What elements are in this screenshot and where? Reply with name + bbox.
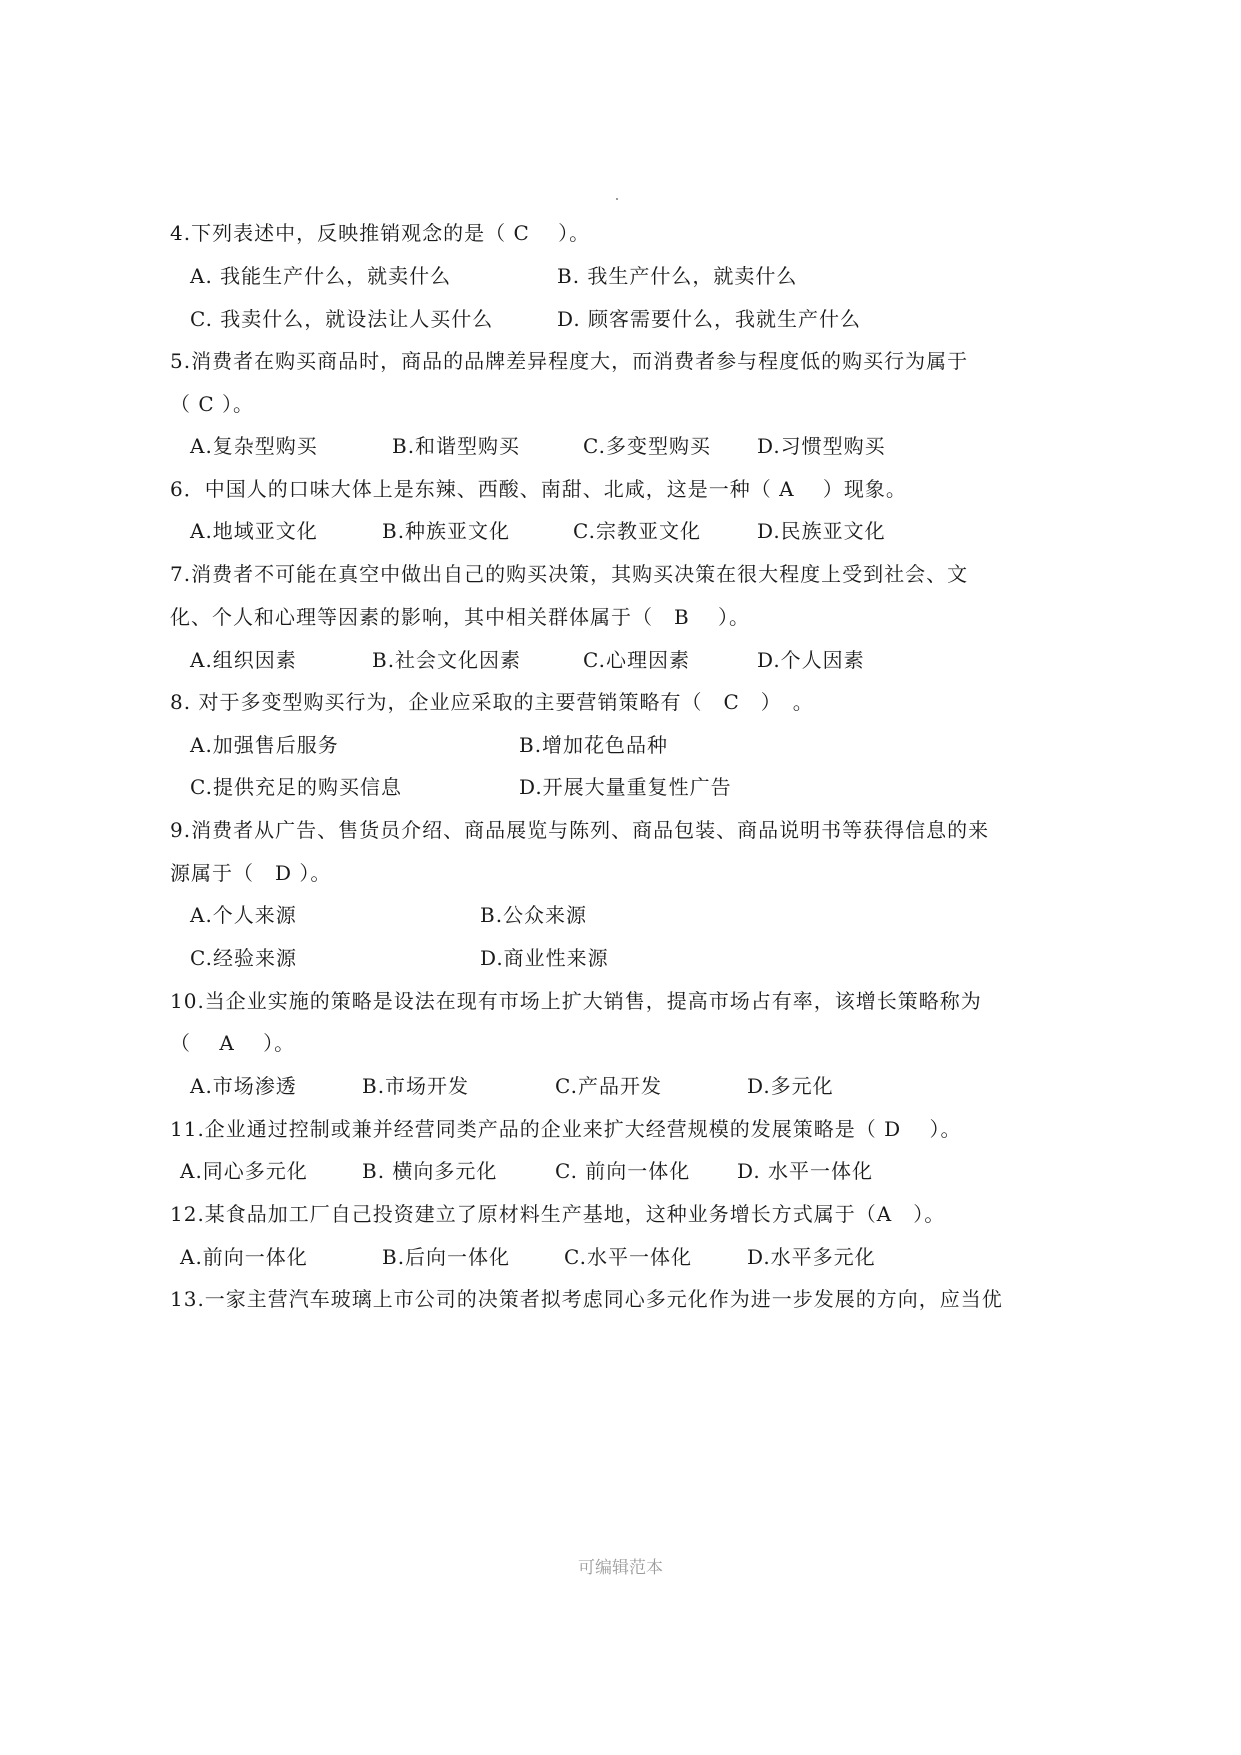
question-9-stem-cont: 源属于（ D ）。 [170,861,332,885]
header-dot [616,198,618,200]
question-7-stem: 7.消费者不可能在真空中做出自己的购买决策，其购买决策在很大程度上受到社会、文 [170,562,969,586]
question-10-option-a: A.市场渗透 [190,1074,297,1098]
question-5-option-b: B.和谐型购买 [392,434,521,458]
page-footer: 可编辑范本 [578,1558,663,1578]
question-6-stem: 6．中国人的口味大体上是东辣、西酸、南甜、北咸，这是一种（ A ）现象。 [170,477,907,501]
question-9-option-d: D.商业性来源 [480,946,609,970]
question-6-option-b: B.种族亚文化 [382,519,511,543]
question-5-stem-cont: （ C ）。 [170,392,255,416]
question-4-option-b: B. 我生产什么，就卖什么 [557,264,798,288]
question-9-option-b: B.公众来源 [480,903,588,927]
question-12-option-c: C.水平一体化 [564,1245,692,1269]
question-11-option-b: B. 横向多元化 [362,1159,498,1183]
question-8-option-b: B.增加花色品种 [519,733,669,757]
question-10-stem: 10.当企业实施的策略是设法在现有市场上扩大销售，提高市场占有率，该增长策略称为 [170,989,982,1013]
question-12-option-d: D.水平多元化 [747,1245,876,1269]
question-10-stem-cont: （ A ）。 [170,1031,296,1055]
question-6-option-c: C.宗教亚文化 [573,519,701,543]
question-7-option-b: B.社会文化因素 [372,648,522,672]
question-7-stem-cont: 化、个人和心理等因素的影响，其中相关群体属于（ B ）。 [170,605,751,629]
question-10-option-c: C.产品开发 [555,1074,662,1098]
question-8-option-a: A.加强售后服务 [190,733,339,757]
question-8-option-d: D.开展大量重复性广告 [519,775,732,799]
question-10-option-d: D.多元化 [747,1074,834,1098]
question-9-option-a: A.个人来源 [190,903,297,927]
question-9-stem: 9.消费者从广告、售货员介绍、商品展览与陈列、商品包装、商品说明书等获得信息的来 [170,818,990,842]
question-13-stem: 13.一家主营汽车玻璃上市公司的决策者拟考虑同心多元化作为进一步发展的方向，应当优 [170,1287,1003,1311]
question-5-option-a: A.复杂型购买 [190,434,318,458]
question-7-option-a: A.组织因素 [190,648,297,672]
question-9-option-c: C.经验来源 [190,946,297,970]
question-11-option-d: D. 水平一体化 [737,1159,874,1183]
question-4-option-c: C. 我卖什么，就设法让人买什么 [190,307,494,331]
question-11-option-a: A.同心多元化 [180,1159,308,1183]
question-12-option-a: A.前向一体化 [180,1245,308,1269]
question-4-stem: 4.下列表述中，反映推销观念的是（ C ）。 [170,221,591,245]
question-11-stem: 11.企业通过控制或兼并经营同类产品的企业来扩大经营规模的发展策略是（ D ）。 [170,1117,962,1141]
question-8-stem: 8. 对于多变型购买行为，企业应采取的主要营销策略有（ C ） 。 [170,690,814,714]
question-6-option-a: A.地域亚文化 [190,519,318,543]
question-7-option-c: C.心理因素 [583,648,690,672]
question-12-option-b: B.后向一体化 [382,1245,511,1269]
question-5-option-d: D.习惯型购买 [757,434,886,458]
question-7-option-d: D.个人因素 [757,648,865,672]
question-5-option-c: C.多变型购买 [583,434,711,458]
question-6-option-d: D.民族亚文化 [757,519,886,543]
question-4-option-d: D. 顾客需要什么，我就生产什么 [557,307,862,331]
question-4-option-a: A. 我能生产什么，就卖什么 [190,264,452,288]
question-11-option-c: C. 前向一体化 [555,1159,691,1183]
question-8-option-c: C.提供充足的购买信息 [190,775,402,799]
question-12-stem: 12.某食品加工厂自己投资建立了原材料生产基地，这种业务增长方式属于（A ）。 [170,1202,946,1226]
question-5-stem: 5.消费者在购买商品时，商品的品牌差异程度大，而消费者参与程度低的购买行为属于 [170,349,969,373]
question-10-option-b: B.市场开发 [362,1074,470,1098]
